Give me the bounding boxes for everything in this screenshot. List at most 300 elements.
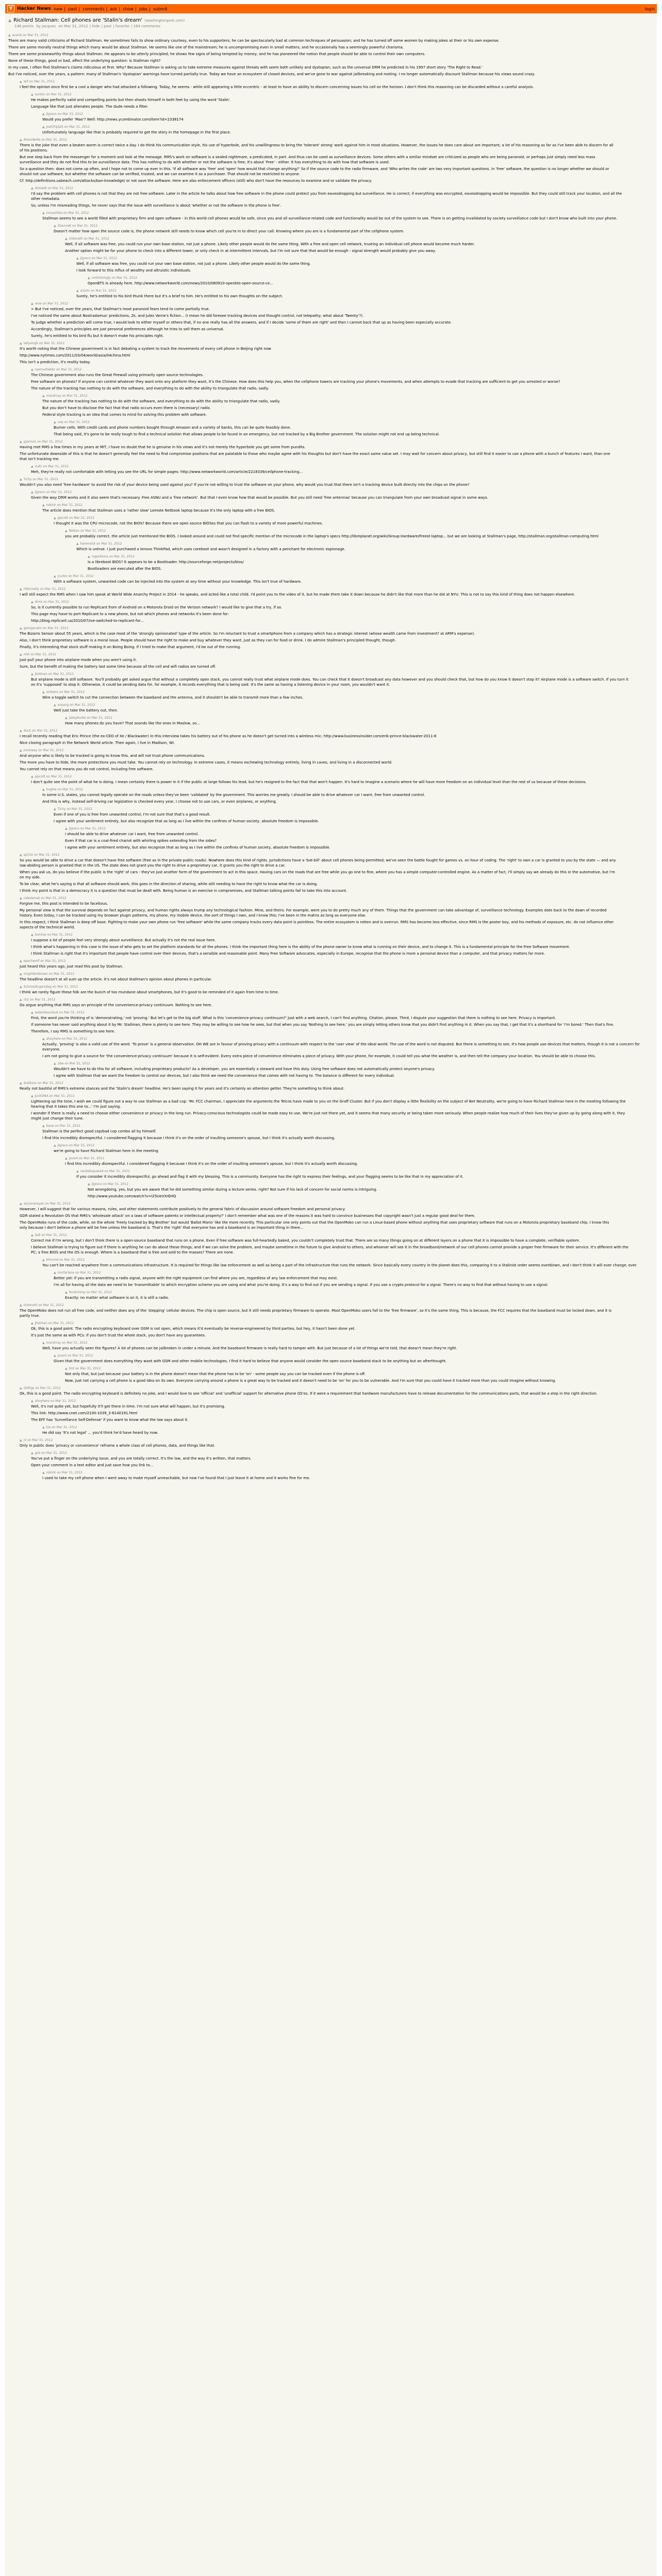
comment-age[interactable]: on Mar 31, 2012	[91, 289, 117, 293]
upvote-icon[interactable]: ▲	[54, 1271, 56, 1275]
upvote-icon[interactable]: ▲	[76, 257, 79, 260]
comment-author[interactable]: waterlesscloud	[35, 1011, 58, 1014]
comment-paragraph: To be clear, what he's saying is that all software should work, this goes in the direction of sharing, while still needing to have the right to know what the car is doing.	[20, 882, 318, 886]
comment-author[interactable]: jholman	[35, 1321, 47, 1325]
comment-age[interactable]: on Mar 31, 2012	[38, 1081, 63, 1085]
comment-author[interactable]: Tichy	[23, 478, 32, 481]
comment-author[interactable]: Nelson	[69, 529, 80, 533]
comment-author[interactable]: uxp	[57, 420, 63, 424]
upvote-icon[interactable]: ▲	[42, 112, 45, 116]
comment-author[interactable]: ctdonath	[69, 237, 83, 241]
comment-paragraph: Language like that just alienates people. The dude needs a filter.	[31, 105, 148, 109]
comment-age[interactable]: on Mar 31, 2012	[61, 1037, 88, 1041]
comment-age[interactable]: on Mar 31, 2012	[50, 1399, 76, 1403]
upvote-icon[interactable]: ▲	[42, 788, 45, 791]
story-favorite[interactable]: favorite	[115, 24, 129, 28]
comment-author[interactable]: jlgreco	[91, 1182, 102, 1186]
upvote-icon[interactable]: ▲	[20, 587, 22, 591]
login-link[interactable]: login	[644, 6, 655, 11]
story-hide[interactable]: hide	[92, 24, 100, 28]
upvote-icon[interactable]: ▲	[20, 853, 22, 857]
comment-body	[31, 1015, 629, 1034]
comment-age[interactable]: on Mar 31, 2012	[68, 574, 94, 578]
comment-author[interactable]: javert	[69, 1157, 78, 1160]
comment-author[interactable]: StavrosK	[57, 224, 72, 228]
comment-author[interactable]: javert	[57, 1354, 67, 1358]
comment-body	[31, 191, 629, 208]
comment-author[interactable]: duck	[23, 729, 31, 733]
comment-author[interactable]: rmcfarlane	[57, 1271, 75, 1275]
comment-author[interactable]: ahoyhere	[46, 1037, 61, 1041]
comment-author[interactable]: feralchimp	[69, 1291, 86, 1294]
comment-paragraph: Free software on phones? If anyone can control whatever they want onto any platform they want, it's the Chinese. How does this help you, when the cellphone towers are tracking your phone's movements, and when attempts to evade that tracking are sufficient to get you arrested or worse?	[31, 380, 560, 384]
comment-author[interactable]: tonyarkles	[46, 211, 63, 215]
upvote-icon[interactable]: ▲	[31, 1399, 34, 1403]
comment-age[interactable]: on Mar 31, 2012	[96, 542, 122, 546]
comment-age[interactable]: on Mar 31, 2012	[87, 716, 112, 720]
comment-author[interactable]: epochwolf	[23, 959, 40, 963]
comment-body	[42, 1263, 640, 1268]
comment-age[interactable]: on Mar 31, 2012	[29, 80, 55, 83]
comment-age[interactable]: on Mar 31, 2012	[67, 807, 92, 811]
comment-age[interactable]: on Mar 31, 2012	[52, 985, 78, 989]
comment	[31, 1451, 654, 1468]
comment-age[interactable]: on Mar 31, 2012	[43, 600, 69, 604]
comment-age[interactable]: on Mar 31, 2012	[57, 788, 83, 791]
comment-author[interactable]: lallysingh	[23, 342, 39, 345]
upvote-icon[interactable]: ▲	[54, 224, 56, 228]
comment-author[interactable]: sunkin	[35, 93, 45, 96]
upvote-icon[interactable]: ▲	[31, 302, 34, 306]
comment-author[interactable]: leif	[23, 80, 28, 83]
comment	[54, 574, 654, 584]
comment-age[interactable]: on Mar 31, 2012	[72, 224, 98, 228]
comment-age[interactable]: on Mar 31, 2012	[67, 1354, 93, 1358]
comment-body	[65, 1295, 654, 1300]
upvote-icon[interactable]: ▲	[20, 653, 22, 656]
comment-author[interactable]: JunkDNA	[35, 1094, 48, 1098]
upvote-icon[interactable]: ▲	[20, 342, 22, 345]
comment-body	[31, 469, 629, 474]
upvote-icon[interactable]: ▲	[20, 440, 22, 444]
comment-author[interactable]: hughw	[46, 788, 57, 791]
comment-age[interactable]: on Mar 31, 2012	[40, 587, 66, 591]
comment	[54, 1062, 654, 1078]
upvote-icon[interactable]: ▲	[20, 729, 22, 733]
upvote-icon[interactable]: ▲	[54, 1354, 56, 1358]
upvote-icon[interactable]: ▲	[54, 703, 56, 707]
upvote-icon[interactable]: ▲	[20, 1386, 22, 1390]
upvote-icon[interactable]: ▲	[31, 1011, 34, 1014]
comment-author[interactable]: tzs	[46, 1426, 51, 1429]
comment-paragraph: I agree with your sentiment entirely, but also recognize that as long as I live within the confines of human society, absolute freedom is impossible.	[65, 845, 330, 850]
comment-author[interactable]: nullc	[35, 465, 42, 468]
upvote-icon[interactable]: ▲	[54, 807, 56, 811]
comment-age[interactable]: on Mar 31, 2012	[41, 1451, 67, 1455]
upvote-icon[interactable]: ▲	[20, 1303, 22, 1307]
comment-age[interactable]: on Mar 31, 2012	[31, 729, 58, 733]
comment-author[interactable]: smbwrs	[46, 690, 58, 694]
comment-age[interactable]: on Mar 31, 2012	[62, 394, 88, 398]
comment-author[interactable]: cabalamat	[23, 896, 40, 900]
comment-age[interactable]: on Mar 31, 2012	[104, 1170, 130, 1173]
comment-author[interactable]: rogerbinns	[91, 555, 108, 558]
upvote-icon[interactable]: ▲	[42, 1258, 45, 1262]
upvote-icon[interactable]: ▲	[88, 276, 90, 280]
comment-age[interactable]: on Mar 31, 2012	[63, 211, 89, 215]
comment-header	[42, 1341, 654, 1345]
comment-age[interactable]: on Mar 31, 2012	[34, 853, 60, 857]
comment-age[interactable]: on Mar 31, 2012	[64, 1062, 90, 1065]
comment-age[interactable]: on Mar 31, 2012	[57, 1471, 82, 1475]
upvote-icon[interactable]: ▲	[20, 972, 22, 976]
comment-body	[42, 130, 640, 135]
comment-paragraph: The OpenMoko does not run all free code, and neither does any of the 'stepping' cellular devices. The chip is open source, but it still needs proprietary firmware to operate. Most OpenMoko users fall to the 'free firmware', so it's the same thing. This is because, the FCC requires that the baseband must be locked down, and it is partly true.	[20, 1309, 611, 1318]
comment	[20, 749, 654, 772]
upvote-icon[interactable]: ▲	[20, 749, 22, 752]
comment-age[interactable]: on Mar 31, 2012	[32, 478, 58, 481]
comment-age[interactable]: on Mar 31, 2012	[48, 672, 74, 676]
upvote-icon[interactable]: ▲	[31, 1321, 34, 1325]
comment-paragraph: Wouldn't we have to do this for all software, including proprietary products? As a developer, you are essentially a steward and have this duty. Using free software does not automatically protect anyone's privacy.	[54, 1067, 435, 1071]
comment-age[interactable]: on Mar 31, 2012	[38, 749, 64, 752]
comment	[54, 807, 654, 824]
comment-age[interactable]: on Mar 31, 2012	[30, 998, 56, 1002]
comment-age[interactable]: on Mar 31, 2012	[80, 529, 106, 533]
comment-author[interactable]: tmt	[69, 1367, 75, 1370]
story-title[interactable]: Richard Stallman: Cell phones are 'Stalin's dream'	[13, 18, 143, 23]
upvote-icon[interactable]: ▲	[20, 478, 22, 481]
comment	[31, 93, 654, 109]
upvote-icon[interactable]: ▲	[8, 18, 12, 23]
comment-age[interactable]: on Mar 31, 2012	[27, 1438, 53, 1442]
comment-age[interactable]: on Mar 31, 2012	[45, 1202, 71, 1206]
upvote-icon[interactable]: ▲	[31, 465, 34, 468]
upvote-icon[interactable]: ▲	[54, 1144, 56, 1147]
upvote-icon[interactable]: ▲	[31, 187, 34, 190]
comment-paragraph: This page may have to port Replicant to a new phone, but not which phones and networks it's been done for:	[31, 612, 229, 616]
comment-header	[20, 1081, 654, 1085]
comment-author[interactable]: jcurbo	[57, 574, 68, 578]
comment-age[interactable]: on Mar 31, 2012	[75, 1367, 101, 1370]
upvote-icon[interactable]: ▲	[65, 716, 68, 720]
comment-age[interactable]: on Mar 31, 2012	[43, 626, 69, 630]
comment-age[interactable]: on Mar 31, 2012	[49, 1094, 75, 1098]
comment-age[interactable]: on Mar 31, 2012	[91, 257, 118, 260]
story-age[interactable]: on Mar 31, 2012	[58, 24, 88, 28]
comment-header	[42, 1037, 654, 1041]
comment-paragraph: There are some morally neutral things which many would be about Stallman. He seems like one of the mainstream; he is uncompromising even in small matters; and he occasionally has a seemingly powerful charisma.	[8, 45, 404, 49]
upvote-icon[interactable]: ▲	[65, 1157, 68, 1160]
upvote-icon[interactable]: ▲	[88, 555, 90, 558]
comment-age[interactable]: on Mar 31, 2012	[59, 1258, 85, 1262]
upvote-icon[interactable]: ▲	[20, 626, 22, 630]
comment-author[interactable]: Schroedingersdag	[23, 985, 52, 989]
comment-age[interactable]: on Mar 31, 2012	[109, 555, 135, 558]
upvote-icon[interactable]: ▲	[31, 775, 34, 778]
comment-age[interactable]: on Mar 31, 2012	[35, 1386, 61, 1390]
upvote-icon[interactable]: ▲	[42, 503, 45, 507]
comment-paragraph: To judge whether a prediction will come true, I would look to either myself or others that, if no one really has all the answers, and if I decide 'some of them are right' and then I cannot back that up as having been especially accurate.	[31, 320, 452, 325]
logo-icon[interactable]: Y	[7, 5, 14, 12]
comment-author[interactable]: randallsquared	[80, 1170, 104, 1173]
comment-age[interactable]: on Mar 31, 2012	[42, 302, 69, 306]
comment-header	[20, 998, 654, 1002]
upvote-icon[interactable]: ▲	[42, 1124, 45, 1128]
comment-author[interactable]: nl	[23, 1438, 27, 1442]
comment-author[interactable]: bhnrmd	[46, 1258, 59, 1262]
comment-age[interactable]: on Mar 31, 2012	[57, 503, 82, 507]
comment-age[interactable]: on Mar 31, 2012	[47, 187, 73, 190]
upvote-icon[interactable]: ▲	[20, 1438, 22, 1442]
site-name[interactable]: Hacker News	[17, 6, 51, 11]
nav-ask[interactable]: ask	[110, 6, 118, 11]
comment-paragraph: Another option might be for your phone to check into a different tower, or only check in at intermittent intervals, but I'm not sure that that would be enough - signal strength would probably give you away.	[65, 249, 436, 253]
comment-author[interactable]: moe	[35, 302, 42, 306]
upvote-icon[interactable]: ▲	[65, 1367, 68, 1370]
comment-author[interactable]: jakeyburke	[69, 716, 86, 720]
comment-author[interactable]: jrockway	[23, 749, 38, 752]
upvote-icon[interactable]: ▲	[20, 985, 22, 989]
comment-header	[31, 187, 654, 190]
comment-age[interactable]: on Mar 31, 2012	[64, 125, 90, 129]
upvote-icon[interactable]: ▲	[8, 33, 11, 37]
comment-paragraph: Unfortunately language like that is probably required to get the story in the homepage in the first place.	[42, 130, 231, 134]
comment-age[interactable]: on Mar 31, 2012	[39, 342, 65, 345]
comment-author[interactable]: ezyang	[57, 703, 69, 707]
comment-paragraph: I look forward to this influx of wealthy and altruistic individuals.	[76, 268, 191, 273]
upvote-icon[interactable]: ▲	[42, 690, 45, 694]
upvote-icon[interactable]: ▲	[54, 420, 56, 424]
comment-age[interactable]: on Mar 31, 2012	[47, 933, 73, 937]
comment-author[interactable]: jgarmon	[23, 440, 37, 444]
comment-body	[20, 1308, 618, 1318]
upvote-icon[interactable]: ▲	[54, 1062, 56, 1065]
comment-author[interactable]: dmix	[35, 600, 43, 604]
comment-paragraph: I believe Stallman is trying to figure out if there is anything he can do about these things, and if we can solve the problem, and maybe sometime in the future to give Android to others, and whoever will see it in the broadband/network of our cell phones cannot provide a proper free firmware for their service. It's different with the PC; a free BIOS and the OS is enough. Where is a baseband that is free and sold to the masses? There are none.	[31, 1245, 628, 1255]
comment-author[interactable]: mrgoldenbrown	[23, 972, 48, 976]
comment-author[interactable]: dctoedt	[35, 187, 47, 190]
nav-new[interactable]: new	[54, 6, 63, 11]
comment-author[interactable]: robinh	[46, 503, 56, 507]
upvote-icon[interactable]: ▲	[76, 289, 79, 293]
comment-body	[76, 261, 654, 273]
comment-author[interactable]: bane	[46, 1124, 54, 1128]
comment-author[interactable]: rfdonnelly	[23, 587, 39, 591]
comment-age[interactable]: on Mar 31, 2012	[70, 703, 95, 707]
comment-paragraph: And this is why, instead self-driving car legislation is checked every year, I choose not to use cars, or even airplanes, or anything.	[42, 800, 277, 804]
story-domain[interactable]: (washingtonpost.com)	[144, 19, 185, 23]
comment-author[interactable]: hammock	[80, 542, 96, 546]
comment-author[interactable]: tomlow	[35, 933, 46, 937]
comment-age[interactable]: on Mar 31, 2012	[111, 276, 138, 280]
comment-age[interactable]: on Mar 31, 2012	[41, 138, 67, 142]
upvote-icon[interactable]: ▲	[42, 1037, 45, 1041]
upvote-icon[interactable]: ▲	[88, 1182, 90, 1186]
upvote-icon[interactable]: ▲	[65, 827, 68, 831]
comment-age[interactable]: on Mar 31, 2012	[41, 896, 67, 900]
comment	[65, 716, 654, 726]
comment-age[interactable]: on Mar 31, 2012	[69, 1144, 95, 1147]
comment-header	[42, 1124, 654, 1128]
comment-age[interactable]: on Mar 31, 2012	[64, 420, 90, 424]
comment-paragraph: But I've noticed, over the years, a pattern: many of Stallman's 'dystopian' warnings have turned partially true. Today we have an ecosystem of closed devices, and we've gone to war against jailbreaking and rooting. I no longer automatically discount Stallman because his views sound crazy.	[8, 72, 535, 76]
upvote-icon[interactable]: ▲	[65, 237, 68, 241]
upvote-icon[interactable]: ▲	[42, 1426, 45, 1429]
comment-age[interactable]: on Mar 31, 2012	[62, 1341, 88, 1345]
upvote-icon[interactable]: ▲	[42, 394, 45, 398]
comment-header	[54, 807, 654, 811]
comment-author[interactable]: AlisonBelle	[23, 138, 41, 142]
comment-age[interactable]: on Mar 31, 2012	[75, 1271, 101, 1275]
story-comments-count[interactable]: 164 comments	[133, 24, 161, 28]
comment-age[interactable]: on Mar 31, 2012	[48, 1321, 74, 1325]
comment-age[interactable]: on Mar 31, 2012	[40, 959, 66, 963]
comment-body	[65, 1371, 654, 1383]
comment-author[interactable]: jlgreco	[57, 1144, 68, 1147]
upvote-icon[interactable]: ▲	[20, 896, 22, 900]
comment-author[interactable]: JoshTriplett	[46, 125, 63, 129]
comment-author[interactable]: ck2	[23, 998, 29, 1002]
upvote-icon[interactable]: ▲	[20, 1081, 22, 1085]
comment-author[interactable]: marshray	[46, 1341, 61, 1345]
comment-body	[31, 307, 629, 338]
upvote-icon[interactable]: ▲	[31, 672, 34, 676]
comment-age[interactable]: on Mar 31, 2012	[69, 516, 95, 520]
upvote-icon[interactable]: ▲	[42, 1471, 45, 1475]
upvote-icon[interactable]: ▲	[42, 1341, 45, 1345]
comment-age[interactable]: on Mar 31, 2012	[80, 827, 106, 831]
story-author[interactable]: by jacques	[36, 24, 56, 28]
upvote-icon[interactable]: ▲	[42, 125, 45, 129]
comment-age[interactable]: on Mar 31, 2012	[56, 368, 82, 371]
comment-age[interactable]: on Mar 31, 2012	[59, 690, 85, 694]
story-points: 146 points	[14, 24, 34, 28]
nav-past[interactable]: past	[68, 6, 77, 11]
comment-age[interactable]: on Mar 31, 2012	[52, 1426, 77, 1429]
upvote-icon[interactable]: ▲	[42, 211, 45, 215]
upvote-icon[interactable]: ▲	[31, 933, 34, 937]
comment-age[interactable]: on Mar 31, 2012	[57, 112, 84, 116]
comment-age[interactable]: on Mar 31, 2012	[43, 465, 69, 468]
comment-author[interactable]: arjunnarayan	[23, 1202, 44, 1206]
comment-author[interactable]: rasmusfabler	[35, 368, 56, 371]
comment-author[interactable]: jlgreco	[69, 827, 79, 831]
comment-author[interactable]: robinh	[46, 1471, 56, 1475]
comment-author[interactable]: gcb	[35, 1451, 41, 1455]
nav-comments[interactable]: comments	[82, 6, 105, 11]
comment-age[interactable]: on Mar 31, 2012	[38, 1303, 64, 1307]
comment-author[interactable]: a1k0n	[80, 289, 90, 293]
comment-author[interactable]: pjscott	[35, 775, 45, 778]
comment-age[interactable]: on Mar 31, 2012	[103, 1182, 129, 1186]
comment-paragraph: You cannot rely on that means you do not control, including free software.	[20, 767, 154, 771]
comment	[20, 959, 654, 969]
comment-age[interactable]: on Mar 31, 2012	[86, 1291, 112, 1294]
nav-jobs[interactable]: jobs	[139, 6, 148, 11]
comment-author[interactable]: marshray	[46, 394, 61, 398]
comment-paragraph: I've noticed the same about Nostradamus' predictions, 2k, and Jules Verne's fiction... (I mean he did foresee tracking devices and thought control, not telepathy; what about 'Twenty'?).	[31, 314, 364, 318]
upvote-icon[interactable]: ▲	[31, 490, 34, 494]
upvote-icon[interactable]: ▲	[20, 1202, 22, 1206]
comment-author[interactable]: pjscott	[57, 516, 68, 520]
comment-age[interactable]: on Mar 31, 2012	[46, 775, 72, 778]
comment-author[interactable]: unthinkingly	[91, 276, 111, 280]
comment-paragraph: I think Stallman is right that it's important that people have control over their devices, that's a sensible and reasonable point. Many Free Software advocates, especially in Europe, recognise that the phone is more a personal device than a computer, and that privacy matters far more.	[31, 952, 545, 956]
comment-author[interactable]: mth	[23, 653, 30, 656]
upvote-icon[interactable]: ▲	[31, 1233, 34, 1237]
comment-author[interactable]: jlgreco	[35, 490, 45, 494]
upvote-icon[interactable]: ▲	[31, 93, 34, 96]
comment-age[interactable]: on Mar 31, 2012	[78, 1157, 105, 1160]
comment-body	[42, 695, 640, 700]
comment-author[interactable]: sp332	[23, 853, 34, 857]
upvote-icon[interactable]: ▲	[20, 998, 22, 1002]
comment-author[interactable]: jlgreco	[80, 257, 91, 260]
comment-author[interactable]: GHFigs	[23, 1386, 35, 1390]
comment-paragraph: If someone has never said anything about it by Mr. Stallman, there is plenty to see here. They may be willing to see how he sees, but that when you say 'Nothing to see here,' you are simply letting others know that you didn't find anything in it. When you say that, I get that it's a shorthand for 'I'm bored.' Then that's fine.	[31, 1023, 615, 1027]
comment-age[interactable]: on Mar 31, 2012	[55, 1124, 80, 1128]
upvote-icon[interactable]: ▲	[20, 80, 22, 83]
comment-paragraph: Now, just not carrying a cell phone is a good idea on its own. Everyone carrying around a phone is a great way to be tracked and it doesn't need to be 'on' for you to be vulnerable. And I'm sure that you could have it tracked more than you could imagine without knowing.	[65, 1379, 556, 1383]
comment-paragraph: The more you have to hide, the more protections you must take. You cannot rely on technology. In extreme cases, it means eschewing technology entirely, living in caves, and living in a disconnected world.	[20, 760, 393, 765]
comment-age[interactable]: on Mar 31, 2012	[37, 440, 63, 444]
story-past[interactable]: past	[104, 24, 112, 28]
comment-author[interactable]: ladi	[35, 1233, 41, 1237]
comment-age[interactable]: on Mar 31, 2012	[30, 653, 56, 656]
comment-author[interactable]: jlgreco	[46, 112, 57, 116]
comment-author[interactable]: jholman	[35, 672, 47, 676]
upvote-icon[interactable]: ▲	[20, 138, 22, 142]
comment-paragraph: Not only that, but just because your battery is in the phone doesn't mean that the phone has to be 'on' - some people say you can be tracked even if the phone is off.	[65, 1372, 366, 1376]
upvote-icon[interactable]: ▲	[31, 600, 34, 604]
comment-age[interactable]: on Mar 31, 2012	[46, 490, 72, 494]
upvote-icon[interactable]: ▲	[65, 1291, 68, 1294]
comment-author[interactable]: drallison	[23, 1081, 37, 1085]
upvote-icon[interactable]: ▲	[31, 368, 34, 371]
upvote-icon[interactable]: ▲	[65, 529, 68, 533]
comment-author[interactable]: Tichy	[57, 807, 66, 811]
comment-age[interactable]: on Mar 31, 2012	[48, 972, 75, 976]
comment-author[interactable]: georgecalm	[23, 626, 42, 630]
upvote-icon[interactable]: ▲	[31, 1451, 34, 1455]
comment-age[interactable]: on Mar 31, 2012	[84, 237, 109, 241]
comment-paragraph: So, is it currently possible to run Replicant from of Android on a Motorola Droid on the Verizon network? I would like to give that a try, if so.	[31, 605, 283, 609]
comment-author[interactable]: evanb	[12, 33, 22, 37]
comment-author[interactable]: ctdonath	[23, 1303, 38, 1307]
comment-age[interactable]: on Mar 31, 2012	[59, 1011, 85, 1014]
nav-show[interactable]: show	[123, 6, 134, 11]
upvote-icon[interactable]: ▲	[76, 542, 79, 546]
comment-header	[20, 626, 654, 630]
nav-submit[interactable]: submit	[153, 6, 168, 11]
upvote-icon[interactable]: ▲	[20, 959, 22, 963]
comment-age[interactable]: on Mar 31, 2012	[46, 93, 72, 96]
upvote-icon[interactable]: ▲	[76, 1170, 79, 1173]
comment-header	[54, 420, 654, 424]
upvote-icon[interactable]: ▲	[54, 516, 56, 520]
comment-header	[20, 729, 654, 733]
comment-author[interactable]: ahoyhere	[35, 1399, 49, 1403]
comment-paragraph: The article does mention that Stallman uses a 'rather slow' Lemote Netbook laptop because it's the only laptop with a free BIOS.	[42, 509, 275, 513]
upvote-icon[interactable]: ▲	[31, 1094, 34, 1098]
comment-age[interactable]: on Mar 31, 2012	[41, 1233, 67, 1237]
comment-age[interactable]: on Mar 31, 2012	[23, 33, 48, 37]
comment-author[interactable]: zdw	[57, 1062, 64, 1065]
comment-body	[54, 1148, 652, 1154]
comment	[20, 1438, 654, 1448]
upvote-icon[interactable]: ▲	[54, 574, 56, 578]
